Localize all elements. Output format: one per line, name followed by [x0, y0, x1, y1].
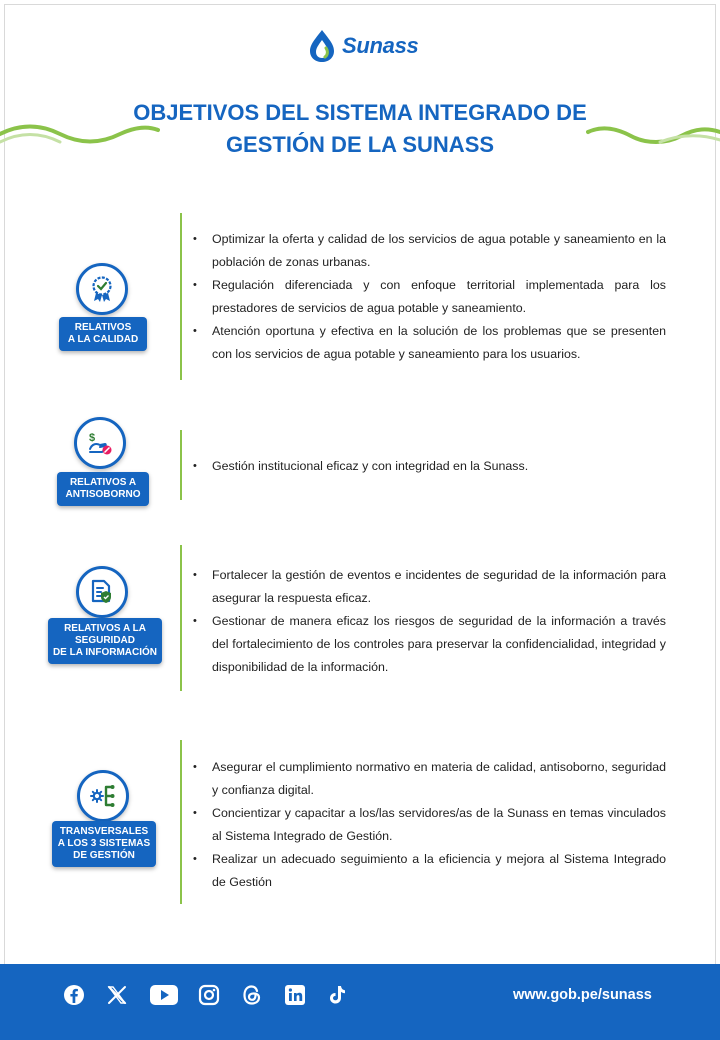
badge-label	[57, 472, 149, 506]
list-item: • Optimizar la oferta y calidad de los servicios de agua potable y saneamiento en la población de zonas urbanas.	[193, 228, 666, 274]
objectives-list	[193, 756, 666, 894]
badge-label-line: A LOS 3 SISTEMAS	[57, 838, 151, 849]
list-item: • Fortalecer la gestión de eventos e incidentes de seguridad de la información para asegurar la respuesta eficaz.	[193, 564, 666, 610]
website-link[interactable]: www.gob.pe/sunass	[513, 987, 652, 1003]
instagram-icon[interactable]	[198, 984, 220, 1006]
document-shield-icon	[89, 578, 115, 606]
facebook-icon[interactable]	[63, 984, 85, 1006]
badge-label-line: RELATIVOS A LA	[64, 623, 146, 634]
logo-text: Sunass	[342, 33, 419, 58]
badge-label-line: DE LA INFORMACIÓN	[52, 647, 158, 658]
list-item: • Realizar un adecuado seguimiento a la eficiencia y mejora al Sistema Integrado de Gestión	[193, 848, 666, 894]
youtube-icon[interactable]	[150, 984, 178, 1006]
badge-label-line: A LA CALIDAD	[67, 334, 139, 345]
svg-text:$: $	[89, 432, 96, 444]
list-item: • Atención oportuna y efectiva en la solución de los problemas que se presenten con los servicios de agua potable y saneamiento para los usuarios.	[193, 320, 666, 366]
badge-label-line: RELATIVOS A	[69, 477, 137, 488]
list-item: • Asegurar el cumplimiento normativo en materia de calidad, antisoborno, seguridad y confianza digital.	[193, 756, 666, 802]
linkedin-icon[interactable]	[284, 984, 306, 1006]
section-antisoborno	[0, 413, 720, 513]
list-item: • Gestión institucional eficaz y con integridad en la Sunass.	[193, 455, 666, 478]
badge-label-line: ANTISOBORNO	[65, 489, 141, 500]
objectives-list	[193, 455, 666, 478]
badge-seguridad	[45, 545, 165, 693]
badge-label	[48, 618, 162, 664]
badge-circle	[74, 417, 126, 469]
section-divider-line	[180, 430, 182, 500]
quality-award-icon	[89, 275, 115, 303]
section-seguridad	[0, 545, 720, 693]
badge-label-line: DE GESTIÓN	[73, 850, 135, 861]
badge-antisoborno	[45, 413, 165, 513]
objectives-list	[193, 564, 666, 679]
badge-label	[52, 821, 156, 867]
list-item: • Gestionar de manera eficaz los riesgos de seguridad de la información a través del fortalecimiento de los controles para preservar la confidencialidad, integridad y disponibilidad de la información.	[193, 610, 666, 679]
section-calidad	[0, 213, 720, 383]
anti-bribery-icon	[86, 429, 114, 457]
title-line-1: OBJETIVOS DEL SISTEMA INTEGRADO DE	[133, 100, 587, 125]
badge-circle	[76, 566, 128, 618]
objectives-list	[193, 228, 666, 366]
page-title	[60, 97, 660, 161]
x-icon[interactable]	[106, 984, 128, 1006]
badge-label	[59, 317, 147, 351]
badge-label-line: RELATIVOS	[74, 322, 132, 333]
title-line-2: GESTIÓN DE LA SUNASS	[225, 132, 495, 157]
badge-label-line: SEGURIDAD	[74, 635, 135, 646]
badge-circle	[76, 263, 128, 315]
section-divider-line	[180, 545, 182, 691]
badge-transversales	[45, 740, 165, 906]
list-item: • Regulación diferenciada y con enfoque territorial implementada para los prestadores de servicios de agua potable y saneamiento.	[193, 274, 666, 320]
badge-label-line: TRANSVERSALES	[59, 826, 149, 837]
section-divider-line	[180, 740, 182, 904]
threads-icon[interactable]	[241, 984, 263, 1006]
tiktok-icon[interactable]	[326, 984, 348, 1006]
badge-circle	[77, 770, 129, 822]
section-transversales	[0, 740, 720, 906]
section-divider-line	[180, 213, 182, 380]
badge-calidad	[45, 213, 165, 383]
water-drop-logo-icon	[306, 28, 338, 64]
gear-network-icon	[89, 783, 117, 809]
sunass-logo	[306, 26, 418, 66]
list-item: • Concientizar y capacitar a los/las servidores/as de la Sunass en temas vinculados al Sistema Integrado de Gestión.	[193, 802, 666, 848]
